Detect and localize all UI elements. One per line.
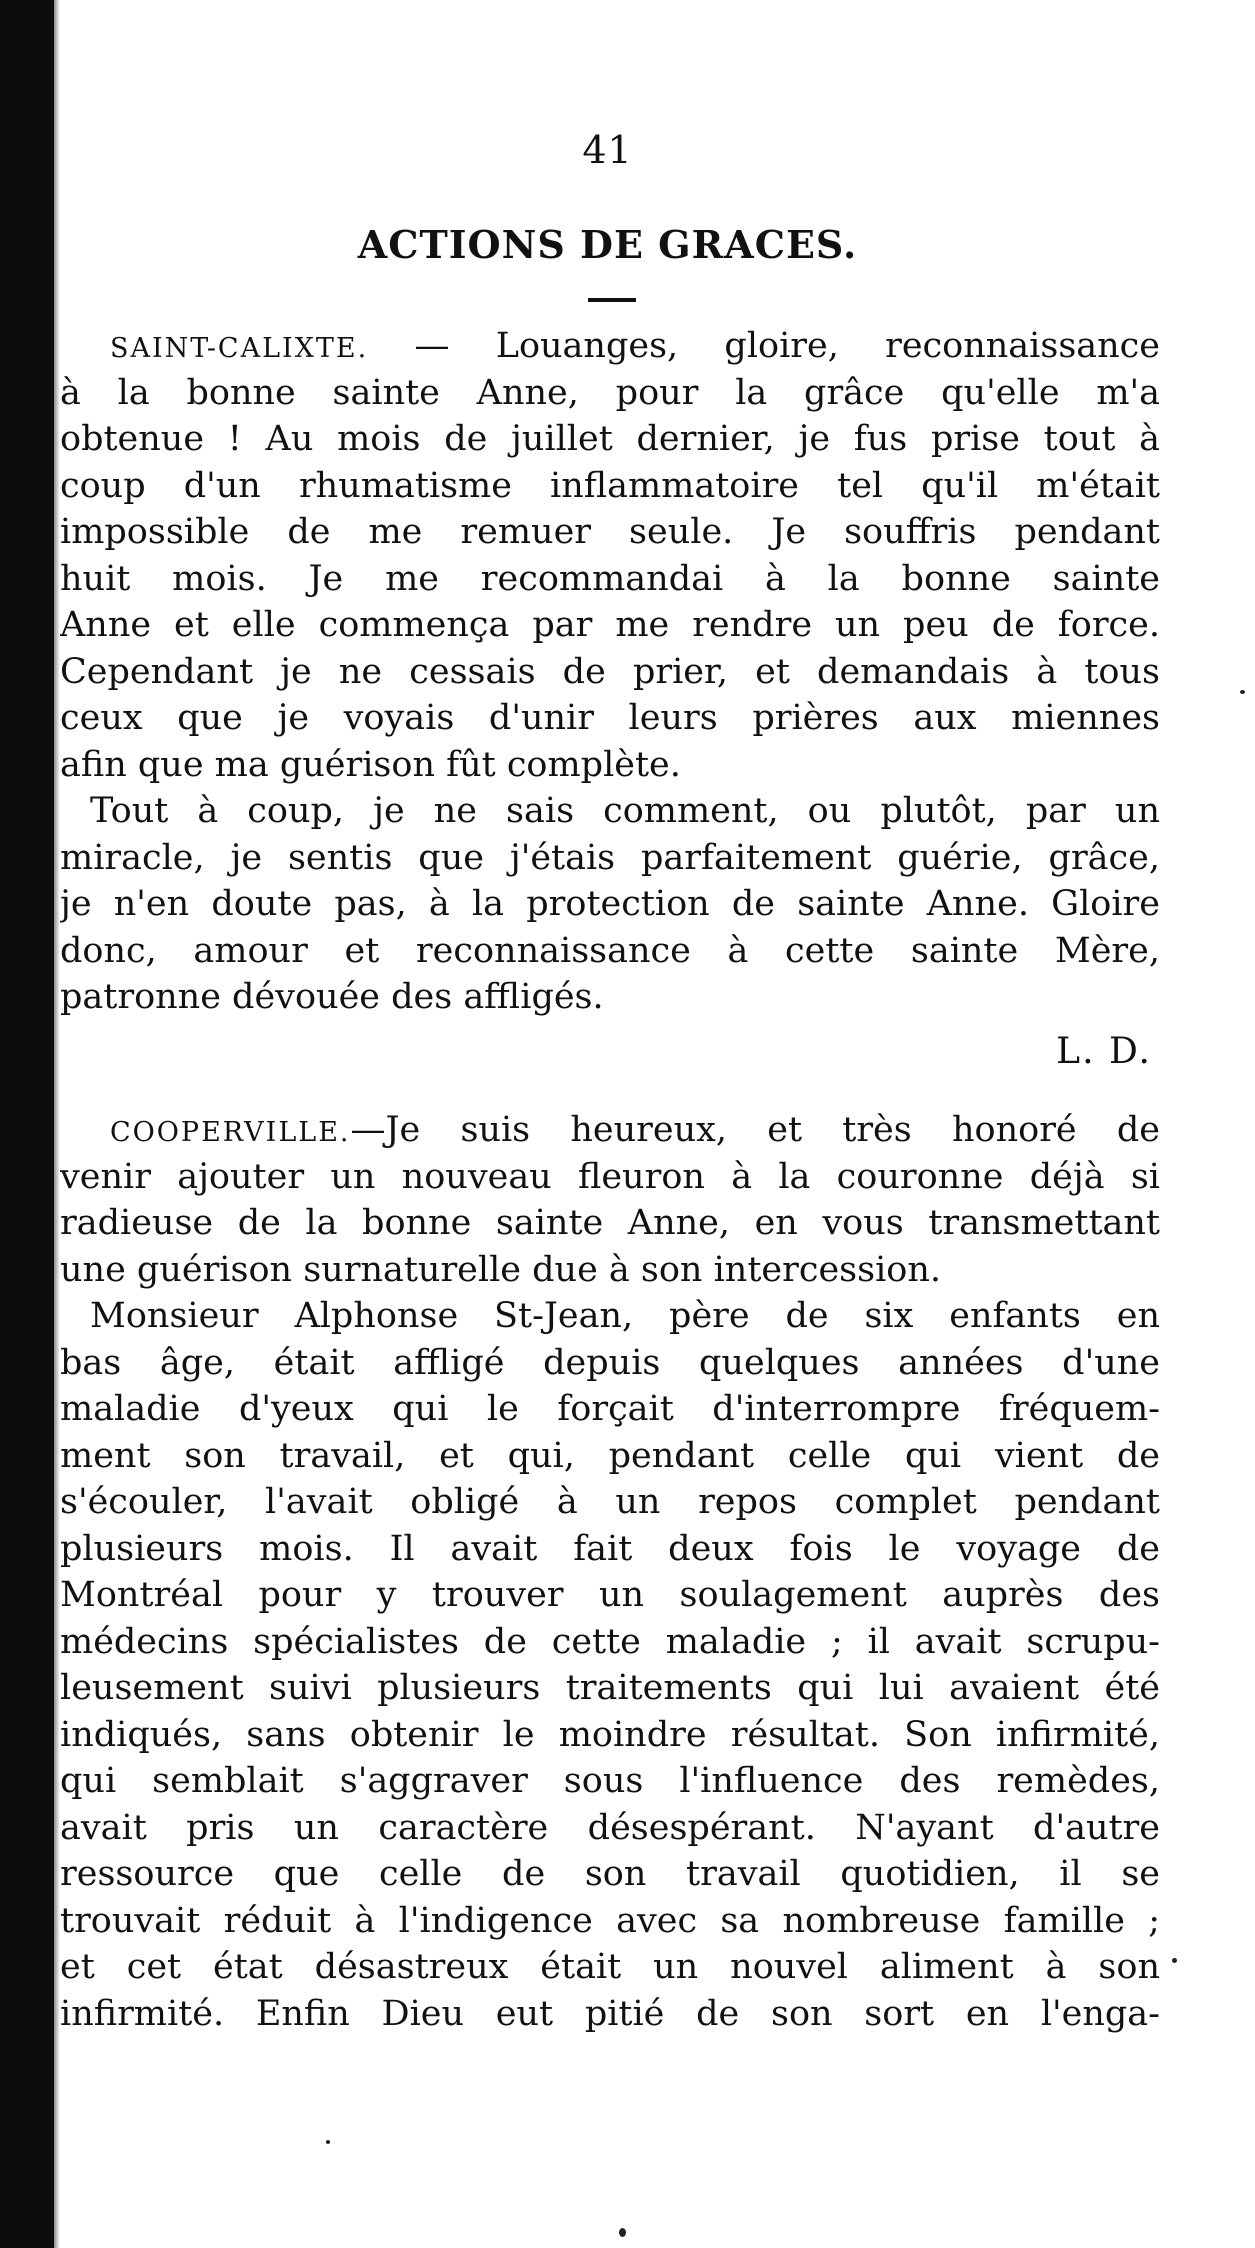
text-line: Montréal pour y trouver un soulagement auprès des: [60, 1575, 1160, 1615]
text-line: bas âge, était affligé depuis quelques années d'une: [60, 1342, 1160, 1383]
text-line: s'écouler, l'avait obligé à un repos complet pendant: [60, 1482, 1160, 1522]
text-line: Cependant je ne cessais de prier, et demandais à tous: [60, 651, 1160, 692]
testimonial-signature: L. D.: [1056, 1030, 1152, 1072]
text-line: une guérison surnaturelle due à son intercession.: [60, 1249, 942, 1290]
text-line: avait pris un caractère désespérant. N'ayant d'autre: [60, 1807, 1160, 1848]
text-line: [60, 1107, 1160, 1154]
text-line: coup d'un rhumatisme inflammatoire tel qu'il m'était: [60, 465, 1160, 506]
text-line: maladie d'yeux qui le forçait d'interrompre fréquem-: [60, 1389, 1160, 1429]
text-line: miracle, je sentis que j'étais parfaitement guérie, grâce,: [60, 837, 1160, 878]
text-line-content: —Je suis heureux, et très honoré de: [350, 1110, 1160, 1150]
scan-speck: [1172, 1958, 1177, 1963]
text-line: indiqués, sans obtenir le moindre résultat. Son infirmité,: [60, 1714, 1160, 1755]
text-line: Tout à coup, je ne sais comment, ou plutôt, par un: [90, 791, 1160, 831]
scan-speck: [326, 2140, 330, 2144]
scan-speck: [619, 2228, 626, 2237]
text-line: donc, amour et reconnaissance à cette sainte Mère,: [60, 930, 1160, 971]
text-line: obtenue ! Au mois de juillet dernier, je fus prise tout à: [60, 419, 1160, 459]
text-line: médecins spécialistes de cette maladie ; il avait scrupu-: [60, 1621, 1160, 1662]
section-title: ACTIONS DE GRACES.: [357, 222, 858, 267]
text-line: plusieurs mois. Il avait fait deux fois le voyage de: [60, 1528, 1160, 1569]
text-line: Anne et elle commença par me rendre un peu de force.: [60, 605, 1160, 645]
text-line: leusement suivi plusieurs traitements qui lui avaient été: [60, 1668, 1160, 1708]
text-line: [60, 323, 1160, 370]
text-line: radieuse de la bonne sainte Anne, en vous transmettant: [60, 1203, 1160, 1243]
text-line: à la bonne sainte Anne, pour la grâce qu'elle m'a: [60, 372, 1160, 413]
text-line: huit mois. Je me recommandai à la bonne sainte: [60, 558, 1160, 599]
text-line: impossible de me remuer seule. Je souffris pendant: [60, 512, 1160, 552]
text-line: infirmité. Enfin Dieu eut pitié de son sort en l'enga-: [60, 1993, 1160, 2034]
text-line: je n'en doute pas, à la protection de sainte Anne. Gloire: [60, 884, 1160, 924]
text-line: venir ajouter un nouveau fleuron à la couronne déjà si: [60, 1156, 1160, 1197]
testimonial-place: SAINT-CALIXTE.: [110, 333, 369, 364]
text-line: qui semblait s'aggraver sous l'influence des remèdes,: [60, 1761, 1160, 1801]
testimonial-cooperville: [60, 1107, 1160, 2037]
text-line: ressource que celle de son travail quotidien, il se: [60, 1854, 1160, 1894]
scan-speck: [1240, 690, 1245, 694]
page-number: 41: [582, 128, 633, 172]
testimonial-place: COOPERVILLE.: [110, 1117, 351, 1148]
title-divider: [588, 298, 636, 302]
book-binding-edge: [0, 0, 54, 2248]
text-line-content: — Louanges, gloire, reconnaissance: [368, 326, 1160, 366]
text-line: Monsieur Alphonse St-Jean, père de six enfants en: [90, 1296, 1160, 1336]
text-line: trouvait réduit à l'indigence avec sa nombreuse famille ;: [60, 1900, 1160, 1941]
text-line: et cet état désastreux était un nouvel aliment à son: [60, 1947, 1160, 1987]
text-line: afin que ma guérison fût complète.: [60, 744, 681, 785]
text-line: patronne dévouée des affligés.: [60, 977, 604, 1017]
testimonial-saint-calixte: [60, 323, 1160, 1083]
text-line: ment son travail, et qui, pendant celle qui vient de: [60, 1435, 1160, 1476]
text-line: ceux que je voyais d'unir leurs prières aux miennes: [60, 698, 1160, 738]
